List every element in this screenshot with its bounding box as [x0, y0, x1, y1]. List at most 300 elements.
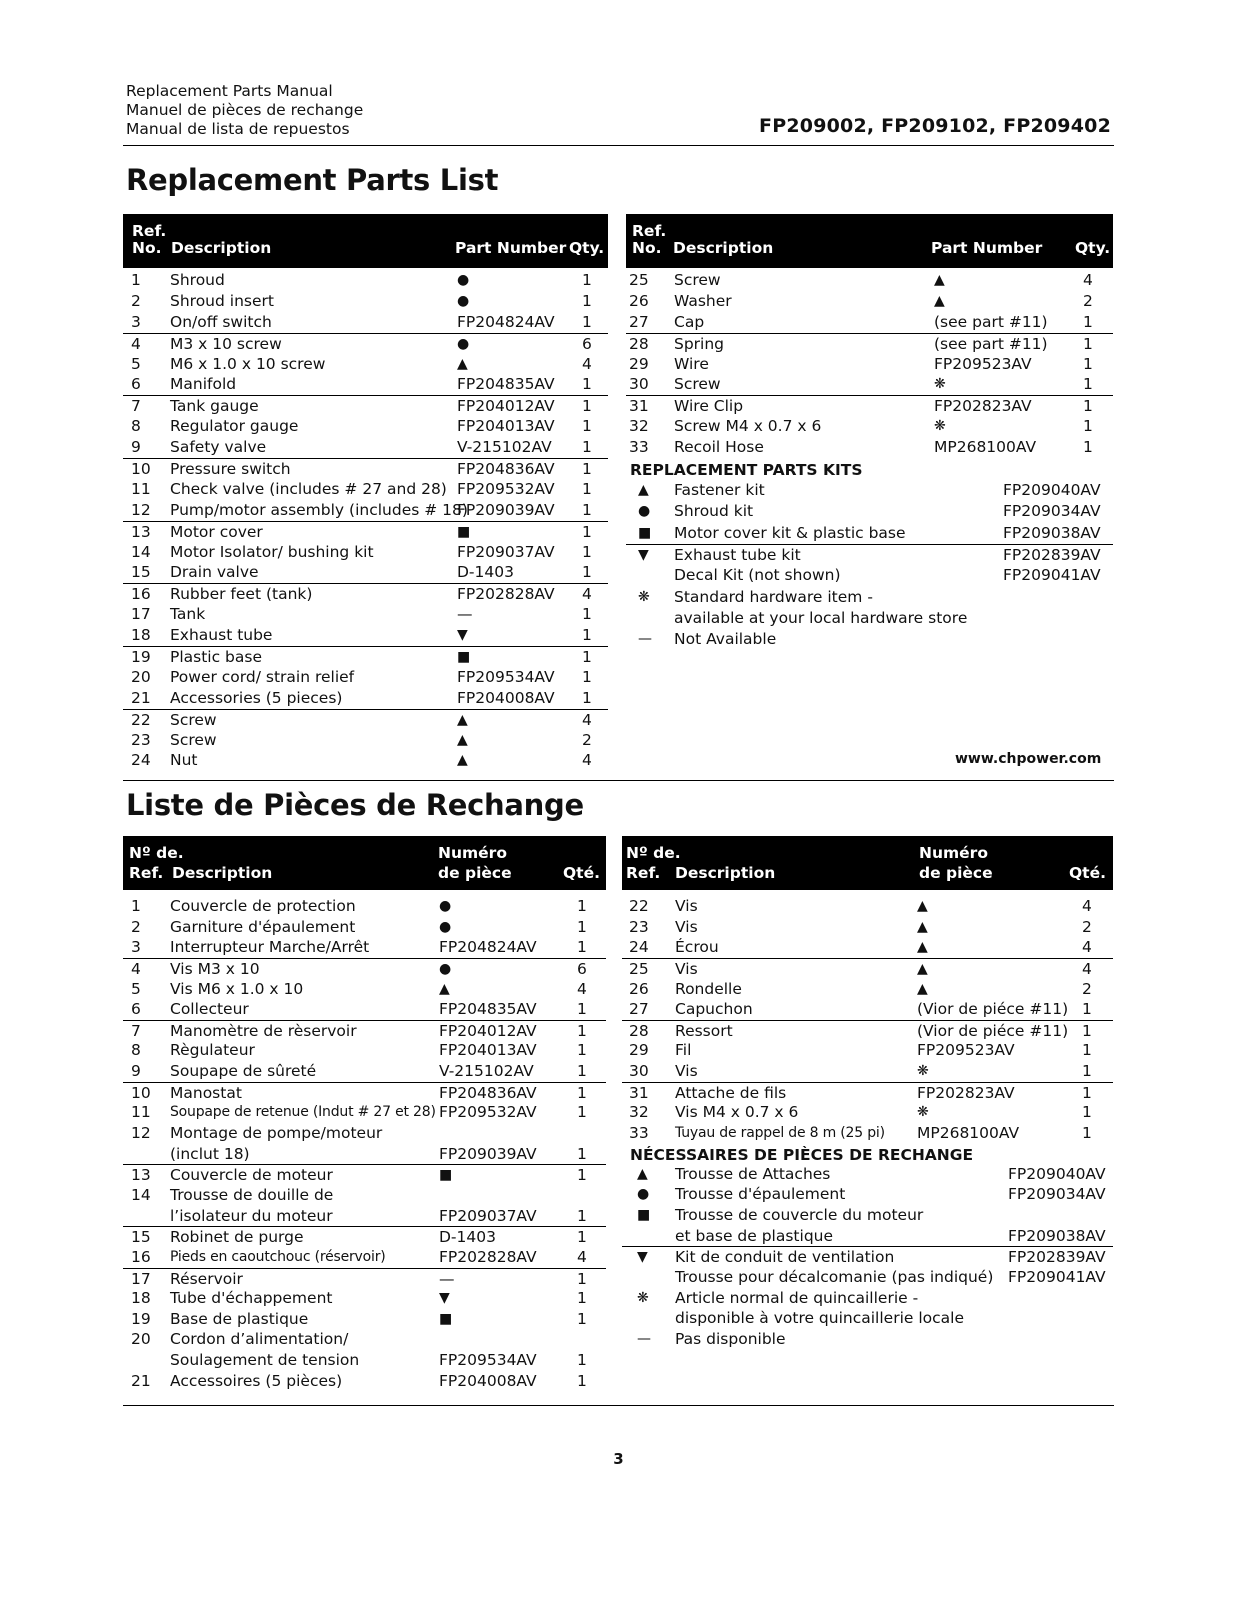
col-description: Description	[171, 239, 272, 257]
ref-cell: 15	[131, 1228, 151, 1247]
qty-cell: 1	[577, 917, 587, 936]
ref-cell: 29	[629, 354, 649, 373]
description-cell: Garniture d'épaulement	[170, 917, 356, 936]
kit-row	[626, 544, 1113, 565]
part-number-cell: FP204008AV	[457, 688, 555, 707]
table-row	[123, 937, 606, 958]
table-row	[123, 458, 608, 479]
model-numbers: FP209002, FP209102, FP209402	[759, 115, 1111, 137]
description-cell: Safety valve	[170, 438, 267, 457]
table-row	[123, 542, 608, 563]
qty-cell: 1	[1083, 312, 1093, 331]
kit-description: disponible à votre quincaillerie locale	[675, 1309, 964, 1328]
ref-cell: 4	[131, 334, 141, 353]
manual-title-block	[126, 82, 363, 139]
description-cell: Robinet de purge	[170, 1228, 304, 1247]
section-divider	[123, 1405, 1114, 1406]
qty-cell: 1	[582, 291, 592, 310]
ref-cell: 26	[629, 979, 649, 998]
qty-cell: 1	[582, 438, 592, 457]
ref-cell: 27	[629, 312, 649, 331]
qty-cell: 1	[582, 667, 592, 686]
table-row	[123, 395, 608, 416]
table-header	[626, 214, 1113, 268]
table-row	[622, 917, 1113, 938]
qty-cell: 1	[1082, 1083, 1092, 1102]
table-header	[622, 836, 1113, 890]
table-row	[123, 437, 608, 458]
ref-cell: 12	[131, 1124, 151, 1143]
table-row	[123, 625, 608, 646]
description-cell: Manomètre de rèservoir	[170, 1021, 357, 1040]
qty-cell: 1	[582, 375, 592, 394]
table-row	[123, 1247, 606, 1268]
kit-row	[622, 1288, 1113, 1309]
qty-cell: 2	[582, 730, 592, 749]
table-row	[123, 270, 608, 291]
table-row	[123, 1371, 606, 1392]
part-number-cell: ■	[457, 523, 471, 540]
description-cell: Pump/motor assembly (includes # 18)	[170, 500, 468, 519]
col-qty: Qté.	[1069, 864, 1106, 882]
col-part-number: Part Number	[455, 239, 567, 257]
ref-cell: 18	[131, 626, 151, 645]
kit-description: Standard hardware item -	[674, 587, 873, 606]
table-row	[622, 979, 1113, 1000]
qty-cell: 1	[582, 312, 592, 331]
col-part-number-1: Numéro	[919, 844, 988, 862]
kit-row	[622, 1329, 1113, 1350]
description-cell: Cap	[674, 312, 705, 331]
ref-cell: 33	[629, 1124, 649, 1143]
qty-cell: 1	[577, 1021, 587, 1040]
ref-cell: 22	[629, 897, 649, 915]
qty-cell: 2	[1083, 291, 1093, 310]
qty-cell: 4	[582, 585, 592, 604]
table-row	[622, 1102, 1113, 1123]
qty-cell: 1	[582, 542, 592, 561]
kit-symbol: ▲	[637, 1165, 648, 1182]
description-cell: Regulator gauge	[170, 417, 299, 436]
table-row	[626, 312, 1113, 333]
table-row	[622, 958, 1113, 979]
qty-cell: 1	[582, 417, 592, 436]
col-ref-2: No.	[132, 239, 162, 257]
description-cell: Collecteur	[170, 1000, 249, 1019]
description-cell: Motor cover	[170, 522, 263, 541]
col-ref-1: Nº de.	[129, 844, 184, 862]
ref-cell: 11	[131, 1103, 151, 1122]
description-cell: Check valve (includes # 27 and 28)	[170, 479, 447, 498]
part-number-cell: FP204013AV	[439, 1041, 537, 1060]
description-cell: Fil	[675, 1041, 692, 1060]
table-row	[626, 333, 1113, 354]
part-number-cell: ❋	[917, 1104, 929, 1121]
part-number-cell: FP209534AV	[457, 667, 555, 686]
qty-cell: 1	[1083, 397, 1093, 416]
description-cell: Capuchon	[675, 1000, 753, 1019]
qty-cell: 1	[577, 1083, 587, 1102]
part-number-cell: V-215102AV	[457, 438, 552, 457]
kit-description: Pas disponible	[675, 1329, 786, 1348]
table-row	[123, 1288, 606, 1309]
part-number-cell: FP204836AV	[457, 460, 555, 479]
part-number-cell: FP202823AV	[917, 1083, 1015, 1102]
ref-cell: 30	[629, 375, 649, 394]
qty-cell: 4	[577, 979, 587, 998]
kit-row	[626, 629, 1113, 650]
table-row	[622, 896, 1113, 917]
ref-cell: 21	[131, 1371, 151, 1390]
ref-cell: 25	[629, 959, 649, 978]
kit-row	[626, 480, 1113, 501]
part-number-cell: ❋	[934, 418, 946, 435]
qty-cell: 1	[582, 626, 592, 645]
ref-cell: 6	[131, 1000, 141, 1019]
description-cell: M3 x 10 screw	[170, 334, 282, 353]
table-row	[123, 583, 608, 604]
ref-cell: 10	[131, 1083, 151, 1102]
ref-cell: 20	[131, 1330, 151, 1349]
description-cell: Ressort	[675, 1021, 733, 1040]
ref-cell: 27	[629, 1000, 649, 1019]
col-description: Description	[675, 864, 776, 882]
qty-cell: 1	[582, 648, 592, 667]
qty-cell: 1	[1083, 334, 1093, 353]
ref-cell: 9	[131, 1062, 141, 1081]
part-number-cell: FP204824AV	[439, 938, 537, 957]
ref-cell: 2	[131, 917, 141, 936]
description-cell: Pieds en caoutchouc (réservoir)	[170, 1248, 386, 1265]
qty-cell: 1	[577, 1144, 587, 1163]
part-number-cell: (see part #11)	[934, 312, 1048, 331]
table-row	[123, 1309, 606, 1330]
header-divider	[123, 145, 1114, 146]
qty-cell: 1	[582, 522, 592, 541]
description-cell: Écrou	[675, 938, 719, 957]
qty-cell: 1	[1082, 1021, 1092, 1040]
part-number-cell: —	[457, 605, 473, 624]
part-number-cell: ●	[439, 960, 452, 977]
description-cell: Vis M6 x 1.0 x 10	[170, 979, 304, 998]
table-row	[123, 479, 608, 500]
kit-row	[626, 565, 1113, 586]
kit-row	[622, 1267, 1113, 1288]
section-title-en: Replacement Parts List	[126, 163, 499, 197]
kit-part-number: FP209034AV	[1008, 1185, 1106, 1204]
description-cell: Plastic base	[170, 648, 263, 667]
ref-cell: 28	[629, 1021, 649, 1040]
kit-part-number: FP209040AV	[1003, 481, 1101, 500]
description-cell: Tuyau de rappel de 8 m (25 pi)	[675, 1125, 885, 1142]
ref-cell: 11	[131, 479, 151, 498]
qty-cell: 1	[577, 1062, 587, 1081]
ref-cell: 16	[131, 585, 151, 604]
kit-description: Trousse pour décalcomanie (pas indiqué)	[675, 1267, 994, 1286]
ref-cell: 12	[131, 500, 151, 519]
qty-cell: 1	[577, 1228, 587, 1247]
kit-row	[622, 1226, 1113, 1247]
description-cell: Base de plastique	[170, 1309, 309, 1328]
qty-cell: 1	[577, 1041, 587, 1060]
description-cell: Soupape de sûreté	[170, 1062, 317, 1081]
ref-cell: 17	[131, 1269, 151, 1288]
part-number-cell: ▲	[439, 980, 450, 997]
description-cell: Vis	[675, 917, 698, 936]
ref-cell: 8	[131, 1041, 141, 1060]
qty-cell: 1	[577, 1000, 587, 1019]
qty-cell: 1	[582, 479, 592, 498]
ref-cell: 32	[629, 417, 649, 436]
description-cell: Vis M4 x 0.7 x 6	[675, 1103, 799, 1122]
ref-cell: 8	[131, 417, 141, 436]
part-number-cell: ▲	[917, 918, 928, 935]
table-row	[626, 291, 1113, 312]
ref-cell: 7	[131, 1021, 141, 1040]
qty-cell: 2	[1082, 917, 1092, 936]
qty-cell: 1	[582, 271, 592, 289]
part-number-cell: MP268100AV	[934, 438, 1037, 457]
qty-cell: 4	[1082, 897, 1092, 915]
col-description: Description	[673, 239, 774, 257]
ref-cell: 23	[629, 917, 649, 936]
part-number-cell: FP209523AV	[917, 1041, 1015, 1060]
col-part-number-1: Numéro	[438, 844, 507, 862]
kits-title: NÉCESSAIRES DE PIÈCES DE RECHANGE	[630, 1145, 974, 1164]
table-row	[626, 437, 1113, 458]
part-number-cell: FP204835AV	[457, 375, 555, 394]
kit-part-number: FP209041AV	[1003, 566, 1101, 585]
table-row	[123, 291, 608, 312]
qty-cell: 4	[582, 354, 592, 373]
page-number: 3	[613, 1450, 624, 1468]
qty-cell: 4	[1082, 938, 1092, 957]
ref-cell: 1	[131, 897, 141, 915]
description-cell: Vis	[675, 959, 698, 978]
table-row	[123, 1164, 606, 1185]
description-cell: Shroud insert	[170, 291, 274, 310]
qty-cell: 1	[577, 1371, 587, 1390]
part-number-cell: ●	[457, 272, 470, 288]
part-number-cell: MP268100AV	[917, 1124, 1020, 1143]
kit-symbol: —	[638, 631, 652, 648]
description-cell: Drain valve	[170, 563, 259, 582]
ref-cell: 13	[131, 1166, 151, 1185]
part-number-cell: ❋	[934, 376, 946, 393]
kit-description: Kit de conduit de ventilation	[675, 1248, 895, 1267]
description-cell: Accessoires (5 pièces)	[170, 1371, 343, 1390]
table-row	[622, 1123, 1113, 1144]
ref-cell: 24	[629, 938, 649, 957]
table-row	[123, 1185, 606, 1206]
part-number-cell: ▲	[457, 711, 468, 728]
qty-cell: 1	[577, 1103, 587, 1122]
parts-table-fr-left	[123, 836, 606, 1391]
description-cell: Screw	[674, 271, 721, 289]
table-row	[123, 333, 608, 354]
website-url: www.chpower.com	[955, 751, 1102, 767]
description-cell: Rubber feet (tank)	[170, 585, 313, 604]
qty-cell: 2	[1082, 979, 1092, 998]
table-header	[123, 836, 606, 890]
ref-cell: 14	[131, 542, 151, 561]
kit-part-number: FP209038AV	[1003, 523, 1101, 542]
description-cell: Screw	[674, 375, 721, 394]
table-row	[123, 646, 608, 667]
description-cell: Manifold	[170, 375, 237, 394]
ref-cell: 3	[131, 312, 141, 331]
kit-row	[626, 608, 1113, 629]
part-number-cell: FP209037AV	[439, 1206, 537, 1225]
part-number-cell: FP209037AV	[457, 542, 555, 561]
description-cell: l’isolateur du moteur	[170, 1206, 333, 1225]
ref-cell: 9	[131, 438, 141, 457]
ref-cell: 32	[629, 1103, 649, 1122]
manual-title-en: Replacement Parts Manual	[126, 82, 333, 100]
kit-row	[622, 1205, 1113, 1226]
qty-cell: 4	[582, 751, 592, 770]
part-number-cell: FP204824AV	[457, 312, 555, 331]
table-row	[626, 354, 1113, 375]
table-row	[123, 1123, 606, 1144]
part-number-cell: FP204012AV	[439, 1021, 537, 1040]
part-number-cell: FP204012AV	[457, 397, 555, 416]
description-cell: Tank	[170, 605, 206, 624]
ref-cell: 31	[629, 397, 649, 416]
ref-cell: 19	[131, 648, 151, 667]
part-number-cell: FP209039AV	[439, 1144, 537, 1163]
table-header	[123, 214, 608, 268]
part-number-cell: ▲	[457, 752, 468, 769]
qty-cell: 1	[1082, 1041, 1092, 1060]
kit-description: Trousse de couvercle du moteur	[675, 1205, 924, 1224]
table-row	[123, 709, 608, 730]
kit-description: et base de plastique	[675, 1226, 834, 1245]
part-number-cell: ▲	[457, 731, 468, 748]
kit-part-number: FP202839AV	[1008, 1248, 1106, 1267]
part-number-cell: ❋	[917, 1063, 929, 1080]
ref-cell: 20	[131, 667, 151, 686]
part-number-cell: ●	[439, 918, 452, 935]
part-number-cell: ▲	[917, 898, 928, 914]
part-number-cell: FP204835AV	[439, 1000, 537, 1019]
ref-cell: 10	[131, 460, 151, 479]
qty-cell: 1	[1082, 1000, 1092, 1019]
description-cell: On/off switch	[170, 312, 272, 331]
kit-description: Shroud kit	[674, 502, 754, 521]
qty-cell: 6	[577, 959, 587, 978]
part-number-cell: FP209039AV	[457, 500, 555, 519]
table-row	[622, 1082, 1113, 1103]
qty-cell: 1	[577, 1206, 587, 1225]
part-number-cell: ●	[457, 335, 470, 352]
qty-cell: 6	[582, 334, 592, 353]
description-cell: Réservoir	[170, 1269, 243, 1288]
ref-cell: 23	[131, 730, 151, 749]
description-cell: Accessories (5 pieces)	[170, 688, 343, 707]
kit-part-number: FP209040AV	[1008, 1164, 1106, 1183]
part-number-cell: ■	[457, 649, 471, 666]
ref-cell: 24	[131, 751, 151, 770]
table-row	[626, 374, 1113, 395]
part-number-cell: D-1403	[457, 563, 514, 582]
kit-symbol: ●	[637, 1186, 650, 1203]
kit-row	[626, 501, 1113, 522]
parts-table-en-left	[123, 214, 608, 771]
part-number-cell: ▲	[934, 292, 945, 309]
part-number-cell: V-215102AV	[439, 1062, 534, 1081]
ref-cell: 22	[131, 710, 151, 729]
parts-table-en-right	[626, 214, 1113, 650]
description-cell: Vis M3 x 10	[170, 959, 260, 978]
table-row	[123, 1082, 606, 1103]
qty-cell: 1	[582, 397, 592, 416]
table-row	[123, 667, 608, 688]
col-description: Description	[172, 864, 273, 882]
table-row	[123, 1329, 606, 1350]
qty-cell: 1	[1083, 438, 1093, 457]
description-cell: Pressure switch	[170, 460, 291, 479]
kit-description: Trousse d'épaulement	[675, 1185, 846, 1204]
table-row	[123, 374, 608, 395]
qty-cell: 1	[577, 1351, 587, 1370]
qty-cell: 4	[1082, 959, 1092, 978]
table-row	[123, 1102, 606, 1123]
table-row	[622, 999, 1113, 1020]
table-row	[123, 958, 606, 979]
part-number-cell: ▲	[917, 939, 928, 956]
kits-title: REPLACEMENT PARTS KITS	[630, 461, 863, 480]
col-ref-2: Ref.	[626, 864, 661, 882]
part-number-cell: ■	[439, 1310, 453, 1327]
kit-symbol: ▼	[638, 546, 649, 563]
description-cell: Washer	[674, 291, 732, 310]
table-row	[123, 999, 606, 1020]
kit-description: Exhaust tube kit	[674, 545, 801, 564]
kit-description: available at your local hardware store	[674, 608, 968, 627]
ref-cell: 31	[629, 1083, 649, 1102]
description-cell: Screw	[170, 730, 217, 749]
table-row	[123, 917, 606, 938]
kit-part-number: FP209041AV	[1008, 1267, 1106, 1286]
qty-cell: 1	[577, 897, 587, 915]
qty-cell: 1	[582, 563, 592, 582]
part-number-cell: FP202828AV	[457, 585, 555, 604]
table-row	[123, 1226, 606, 1247]
ref-cell: 33	[629, 438, 649, 457]
description-cell: Tube d'échappement	[170, 1289, 333, 1308]
table-row	[622, 1040, 1113, 1061]
ref-cell: 13	[131, 522, 151, 541]
ref-cell: 1	[131, 271, 141, 289]
table-row	[123, 979, 606, 1000]
description-cell: Wire Clip	[674, 397, 744, 416]
part-number-cell: ▲	[457, 355, 468, 372]
description-cell: Couvercle de moteur	[170, 1166, 333, 1185]
qty-cell: 4	[1083, 271, 1093, 289]
qty-cell: 1	[582, 605, 592, 624]
description-cell: Recoil Hose	[674, 438, 764, 457]
description-cell: Attache de fils	[675, 1083, 787, 1102]
part-number-cell: FP204008AV	[439, 1371, 537, 1390]
table-row	[622, 1020, 1113, 1041]
kit-symbol: ■	[638, 524, 652, 541]
table-row	[626, 395, 1113, 416]
ref-cell: 6	[131, 375, 141, 394]
kit-symbol: ▲	[638, 482, 649, 499]
part-number-cell: D-1403	[439, 1228, 496, 1247]
description-cell: Interrupteur Marche/Arrêt	[170, 938, 370, 957]
